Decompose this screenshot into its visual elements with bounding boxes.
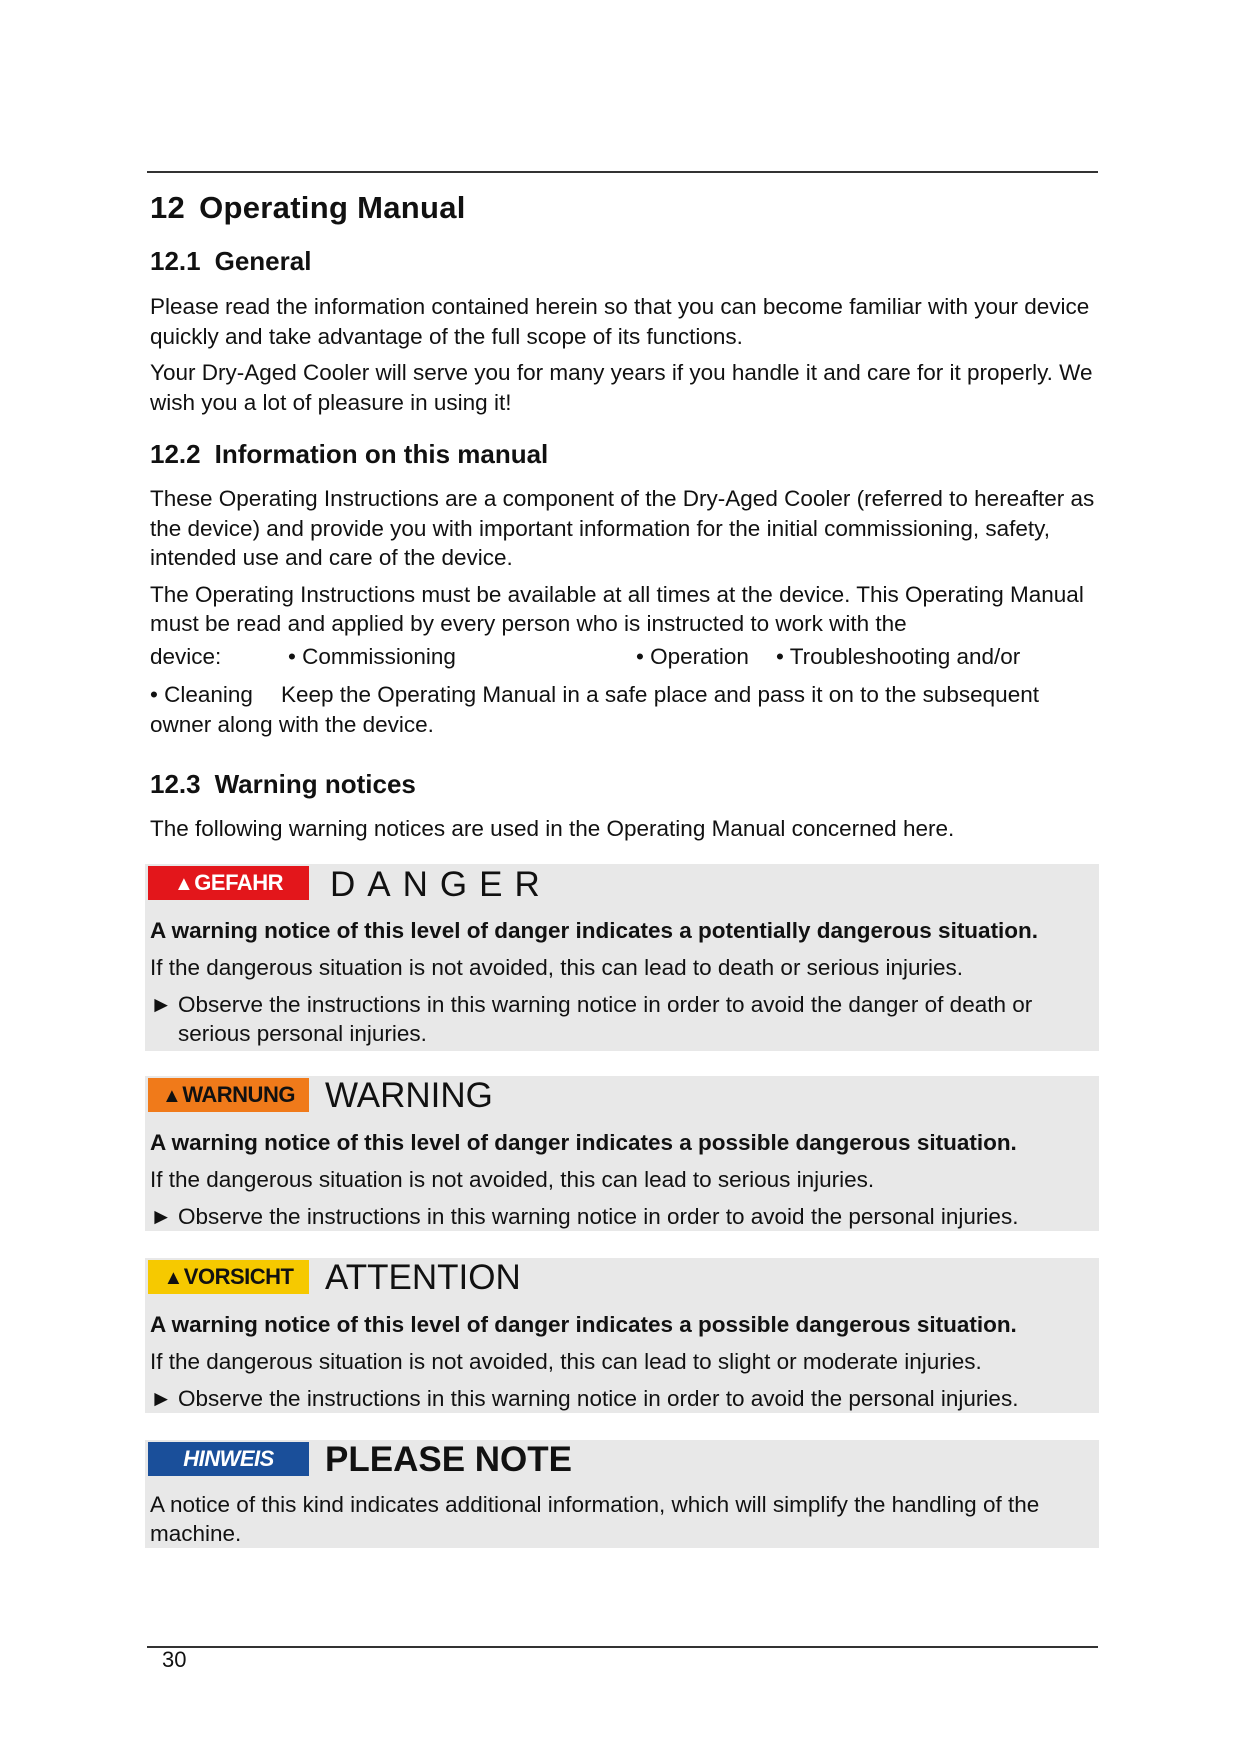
chapter-number: 12 — [150, 190, 186, 225]
instruction-text: Observe the instructions in this warning notice in order to avoid the danger of death or serious personal injuries. — [178, 992, 1033, 1046]
bullet-cleaning: • Cleaning — [150, 682, 253, 707]
bullet-row — [150, 642, 1095, 672]
section-title: Information on this manual — [214, 439, 549, 469]
bullet-commissioning: • Commissioning — [288, 643, 456, 669]
notice-consequence: If the dangerous situation is not avoided, this can lead to death or serious injuries. — [150, 955, 963, 980]
section-number: 12.3 — [150, 769, 201, 799]
notice-body — [150, 916, 1091, 1048]
notice-body — [150, 1128, 1091, 1231]
section-heading-warning-notices — [150, 769, 1095, 800]
notice-consequence: If the dangerous situation is not avoided, this can lead to serious injuries. — [150, 1167, 875, 1192]
section-heading-information — [150, 439, 1095, 470]
notice-definition: A warning notice of this level of danger indicates a potentially dangerous situation. — [150, 918, 1039, 943]
section-number: 12.1 — [150, 246, 201, 276]
section-title: Warning notices — [214, 769, 416, 799]
notice-consequence: If the dangerous situation is not avoided, this can lead to slight or moderate injuries. — [150, 1349, 982, 1374]
warning-notices-intro: The following warning notices are used in the Operating Manual concerned here. — [150, 816, 955, 841]
vorsicht-badge — [148, 1260, 309, 1294]
notice-title: ATTENTION — [325, 1258, 521, 1297]
instruction-text: Observe the instructions in this warning notice in order to avoid the personal injuries. — [178, 1386, 1019, 1411]
hinweis-badge — [148, 1442, 309, 1476]
notice-title: WARNING — [325, 1076, 493, 1115]
general-paragraph-2: Your Dry-Aged Cooler will serve you for many years if you handle it and care for it properly. We wish you a lot of pleasure in using it! — [150, 360, 1093, 415]
bullet-operation: • Operation — [636, 643, 749, 669]
device-label: device: — [150, 643, 222, 669]
information-paragraph-1: These Operating Instructions are a component of the Dry-Aged Cooler (referred to hereafter as the device) and provide you with important information for the initial commissioning, safety, intended use and care of the device. — [150, 486, 1095, 570]
warning-triangle-icon: ▲ — [174, 873, 194, 895]
section-heading-general — [150, 246, 1095, 292]
notice-title: PLEASE NOTE — [325, 1440, 572, 1479]
notice-title: DANGER — [330, 865, 552, 904]
notice-definition: A warning notice of this level of danger indicates a possible dangerous situation. — [150, 1312, 1017, 1337]
danger-notice — [145, 864, 1099, 1051]
notice-instruction — [150, 1202, 1091, 1231]
note-notice — [145, 1440, 1099, 1548]
notice-body — [150, 1490, 1091, 1548]
arrow-icon: ► — [150, 992, 173, 1017]
notice-definition: A warning notice of this level of danger indicates a possible dangerous situation. — [150, 1130, 1017, 1155]
general-paragraph-1: Please read the information contained herein so that you can become familiar with your device quickly and take advantage of the full scope of its functions. — [150, 294, 1090, 349]
attention-notice — [145, 1258, 1099, 1413]
section-number: 12.2 — [150, 439, 201, 469]
warning-notice — [145, 1076, 1099, 1231]
information-closing-text: Keep the Operating Manual in a safe place and pass it on to the subsequent owner along with the device. — [150, 682, 1039, 737]
instruction-text: Observe the instructions in this warning notice in order to avoid the personal injuries. — [178, 1204, 1019, 1229]
page-content — [150, 190, 1095, 844]
badge-label: WARNUNG — [182, 1082, 295, 1107]
header-rule — [147, 171, 1098, 173]
notice-instruction — [150, 1384, 1091, 1413]
chapter-heading — [150, 190, 1095, 246]
footer-rule — [147, 1646, 1098, 1648]
badge-label: VORSICHT — [183, 1264, 294, 1289]
bullet-row-2 — [150, 680, 1095, 739]
arrow-icon: ► — [150, 1386, 173, 1411]
chapter-title: Operating Manual — [199, 190, 466, 225]
notice-instruction — [150, 990, 1091, 1048]
notice-body — [150, 1310, 1091, 1413]
badge-label: GEFAHR — [194, 870, 283, 895]
warnung-badge — [148, 1078, 309, 1112]
arrow-icon: ► — [150, 1204, 173, 1229]
bullet-troubleshooting: • Troubleshooting and/or — [776, 643, 1021, 669]
page-number: 30 — [162, 1647, 187, 1672]
information-paragraph-2: The Operating Instructions must be available at all times at the device. This Operating Manual must be read and applied by every person who is instructed to work with the — [150, 581, 1084, 636]
note-text: A notice of this kind indicates additional information, which will simplify the handling of the machine. — [150, 1492, 1040, 1546]
gefahr-badge — [148, 866, 309, 900]
section-title: General — [214, 246, 312, 276]
badge-label: HINWEIS — [183, 1446, 274, 1471]
warning-triangle-icon: ▲ — [163, 1267, 183, 1289]
warning-triangle-icon: ▲ — [162, 1085, 182, 1107]
